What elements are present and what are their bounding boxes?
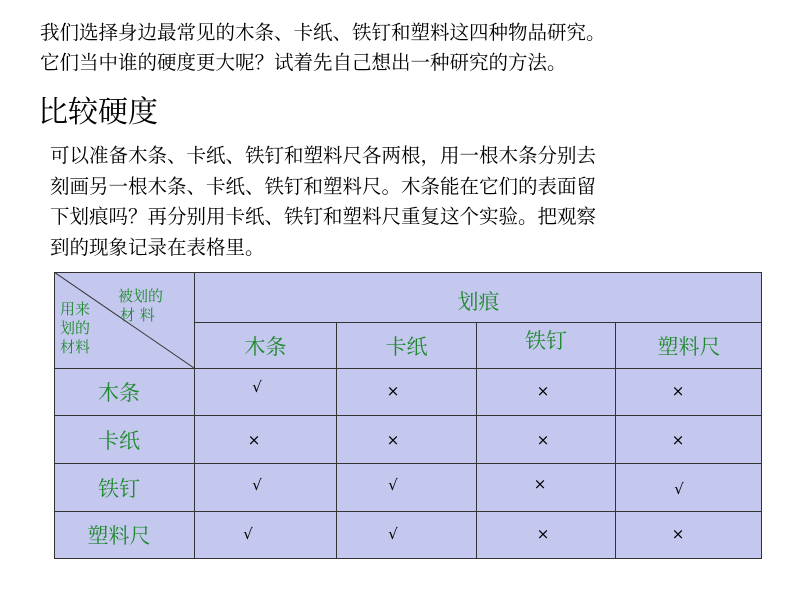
paragraph-line: 到的现象记录在表格里。 [50, 235, 265, 259]
result-mark: × [536, 382, 550, 400]
column-header: 木条 [244, 334, 287, 359]
section-heading: 比较硬度 [38, 95, 158, 130]
result-mark: √ [252, 378, 262, 396]
corner-top-label [118, 287, 163, 325]
corner-bottom-label [60, 300, 90, 357]
result-mark: × [533, 475, 547, 493]
result-mark: × [671, 382, 685, 400]
group-header: 划痕 [457, 290, 500, 314]
row-label: 木条 [98, 381, 140, 405]
corner-top-line: 被划的 [118, 287, 164, 305]
result-mark: √ [388, 525, 398, 543]
paragraph-line: 可以准备木条、卡纸、铁钉和塑料尺各两根，用一根木条分别去 [50, 144, 597, 167]
paragraph-line: 刻画另一根木条、卡纸、铁钉和塑料尺。木条能在它们的表面留 [50, 174, 597, 198]
corner-top-line: 材 料 [120, 306, 155, 324]
result-mark: √ [674, 480, 684, 498]
intro-text [40, 18, 790, 78]
row-label: 铁钉 [98, 476, 140, 501]
hardness-table [54, 272, 762, 559]
intro-line: 它们当中谁的硬度更大呢？试着先自己想出一种研究的方法。 [40, 51, 567, 74]
result-mark: √ [388, 476, 398, 494]
column-header: 铁钉 [525, 328, 567, 353]
paragraph-line: 下划痕吗？再分别用卡纸、铁钉和塑料尺重复这个实验。把观察 [50, 205, 597, 228]
result-mark: √ [243, 525, 253, 543]
column-header: 塑料尺 [657, 334, 721, 359]
result-mark: × [536, 431, 550, 449]
result-mark: × [247, 431, 261, 449]
result-mark: × [386, 382, 400, 400]
result-mark: × [536, 525, 550, 543]
intro-line: 我们选择身边最常见的木条、卡纸、铁钉和塑料这四种物品研究。 [40, 21, 606, 44]
result-mark: × [386, 431, 400, 449]
result-mark: √ [252, 476, 262, 494]
corner-bottom-line: 划的 [60, 319, 91, 337]
corner-bottom-line: 材料 [60, 338, 91, 356]
result-mark: × [671, 431, 685, 449]
corner-bottom-line: 用来 [60, 300, 91, 318]
column-header: 卡纸 [385, 334, 428, 359]
row-label: 卡纸 [98, 428, 140, 453]
result-mark: × [671, 525, 685, 543]
row-label: 塑料尺 [87, 524, 151, 548]
instruction-paragraph [50, 141, 790, 263]
